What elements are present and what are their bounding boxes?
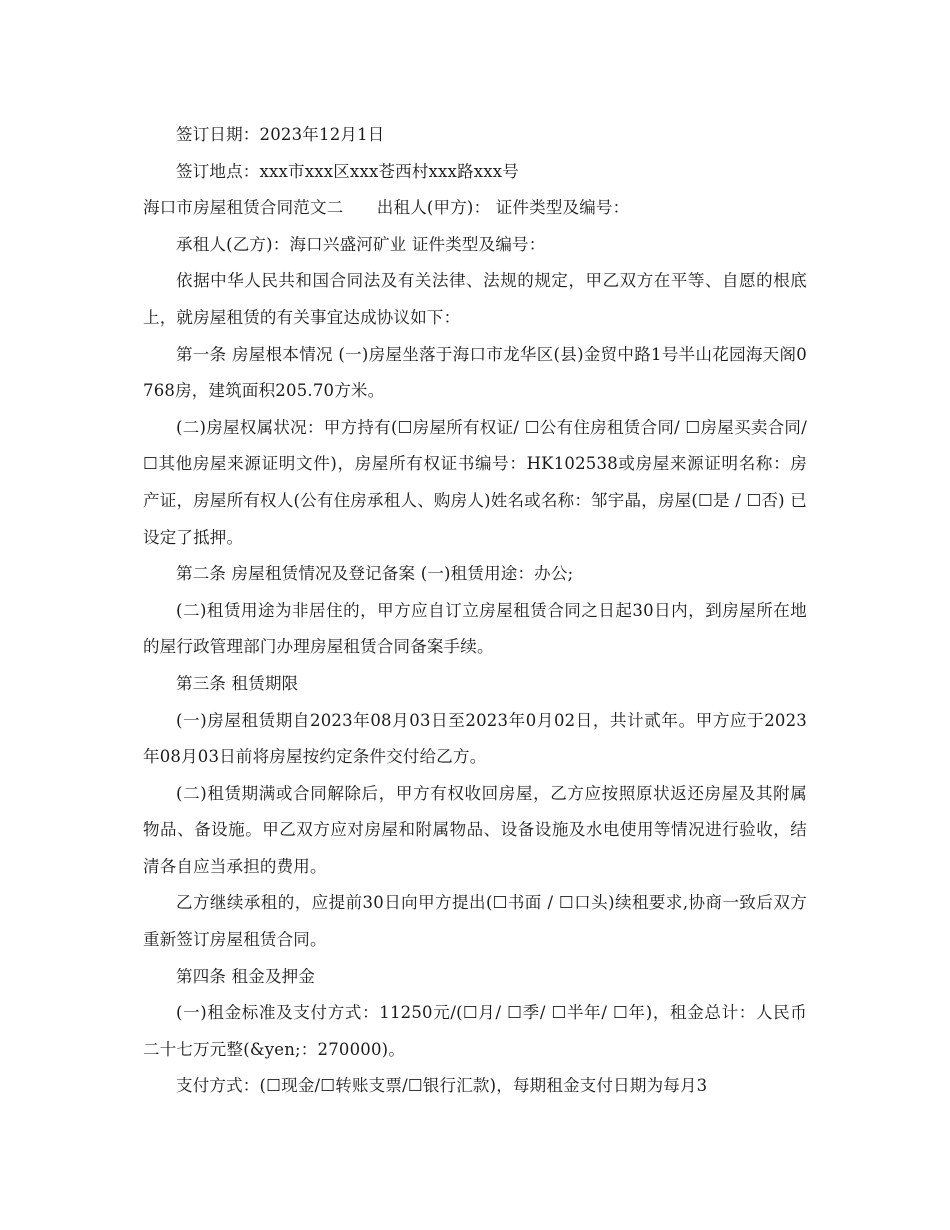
article-4-heading: 第四条 租金及押金 (176, 966, 316, 986)
article-4-payment-paragraph: 支付方式：(☐现金/☐转账支票/☐银行汇款)，每期租金支付日期为每月3 (176, 1076, 708, 1096)
preamble-paragraph: 依据中华人民共和国合同法及有关法律、法规的规定，甲乙双方在平等、自愿的根底上，就房屋租赁的有关事宜达成协议如下： (143, 271, 807, 327)
article-1-ownership-paragraph: (二)房屋权属状况：甲方持有(☐房屋所有权证/ ☐公有住房租赁合同/ ☐房屋买卖合同/ ☐其他房屋来源证明文件)，房屋所有权证书编号：HK102538或房屋来源证明名称：房产证，房屋所有权人(公有住房承租人、购房人)姓名或名称：邹宇晶，房屋(☐是 / ☐否) 已设定了抵押。 (143, 417, 807, 547)
article-1-paragraph: 第一条 房屋根本情况 (一)房屋坐落于海口市龙华区(县)金贸中路1号半山花园海天阁0768房，建筑面积205.70方米。 (143, 344, 807, 401)
lessee-line: 承租人(乙方)：海口兴盛河矿业 证件类型及编号： (176, 234, 546, 254)
contract-title-lessor-line: 海口市房屋租赁合同范文二 出租人(甲方)： 证件类型及编号： (143, 198, 630, 218)
article-4-rent-paragraph: (一)租金标准及支付方式：11250元/(☐月/ ☐季/ ☐半年/ ☐年)，租金总计：人民币 二十七万元整(&yen;：270000)。 (143, 1003, 807, 1059)
article-3-renewal-paragraph: 乙方继续承租的，应提前30日向甲方提出(☐书面 / ☐口头)续租要求,协商一致后双方重新签订房屋租赁合同。 (143, 893, 807, 950)
article-3-term-paragraph: (一)房屋租赁期自2023年08月03日至2023年0月02日，共计贰年。甲方应于2023年08月03日前将房屋按约定条件交付给乙方。 (143, 710, 807, 767)
sign-date-line: 签订日期：2023年12月1日 (176, 125, 385, 144)
article-2-filing-paragraph: (二)租赁用途为非居住的，甲方应自订立房屋租赁合同之日起30日内，到房屋所在地的屋行政管理部门办理房屋租赁合同备案手续。 (143, 600, 807, 657)
sign-place-line: 签订地点：xxx市xxx区xxx苍西村xxx路xxx号 (176, 161, 519, 181)
article-2-paragraph: 第二条 房屋租赁情况及登记备案 (一)租赁用途：办公; (176, 564, 574, 584)
article-3-return-paragraph: (二)租赁期满或合同解除后，甲方有权收回房屋，乙方应按照原状返还房屋及其附属物品、备设施。甲乙双方应对房屋和附属物品、设备设施及水电使用等情况进行验收，结清各自应当承担的费用。 (143, 783, 807, 876)
contract-text (143, 117, 807, 1105)
article-3-heading: 第三条 租赁期限 (176, 673, 299, 693)
